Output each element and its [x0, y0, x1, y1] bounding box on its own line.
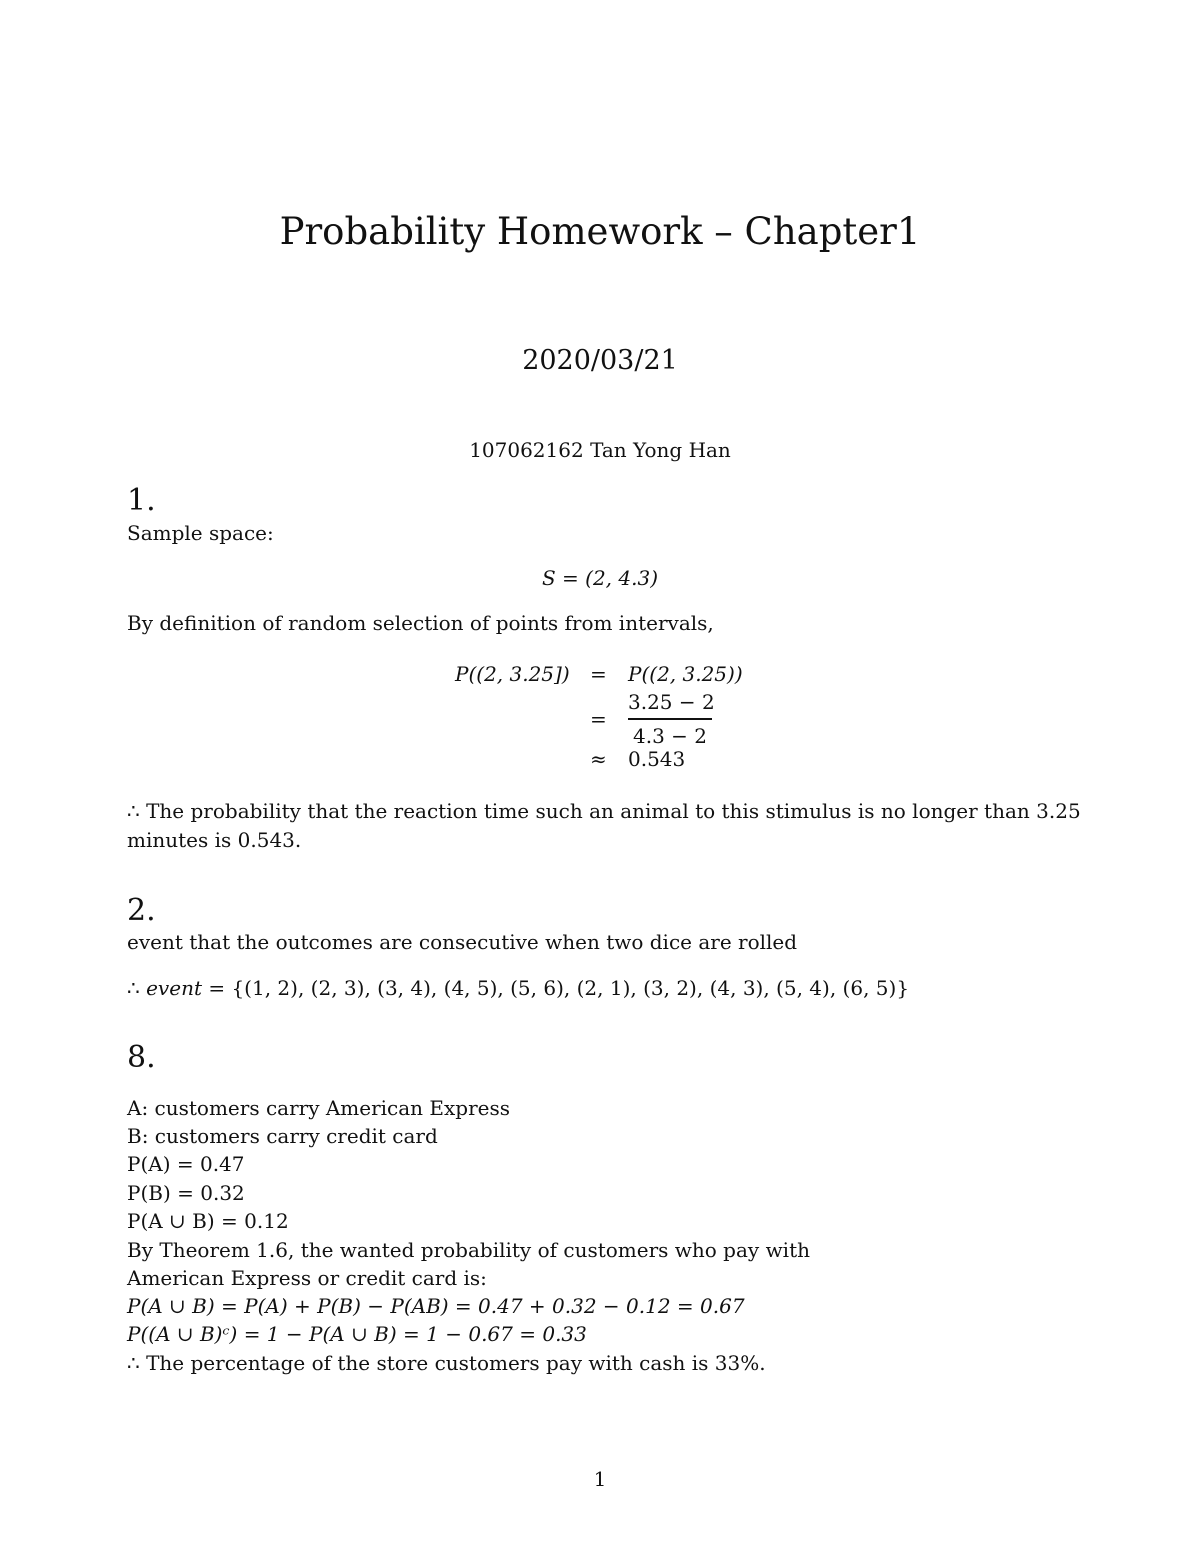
q2-event-label: event [146, 976, 202, 1000]
document-author: 107062162 Tan Yong Han [469, 438, 731, 462]
q8-line: P(B) = 0.32 [127, 1181, 245, 1205]
q2-text: event that the outcomes are consecutive when two dice are rolled [127, 930, 798, 954]
q1-conclusion-line1: ∴ The probability that the reaction time such an animal to this stimulus is no longer than 3.25 [127, 799, 1081, 823]
q8-line: P((A ∪ B)ᶜ) = 1 − P(A ∪ B) = 1 − 0.67 = 0.33 [127, 1322, 587, 1346]
q1-eq-rhs1: P((2, 3.25)) [628, 662, 743, 686]
document-date: 2020/03/21 [522, 345, 678, 376]
q8-line: American Express or credit card is: [127, 1266, 487, 1290]
q8-line: P(A ∪ B) = 0.12 [127, 1209, 289, 1233]
q8-line: P(A) = 0.47 [127, 1152, 245, 1176]
q8-line: By Theorem 1.6, the wanted probability of customers who pay with [127, 1238, 810, 1262]
q1-eq-rhs3: 0.543 [628, 747, 686, 771]
q8-line: ∴ The percentage of the store customers pay with cash is 33%. [127, 1351, 766, 1375]
q8-line: B: customers carry credit card [127, 1124, 438, 1148]
q2-event-set: = {(1, 2), (2, 3), (3, 4), (4, 5), (5, 6), (2, 1), (3, 2), (4, 3), (5, 4), (6, 5)} [208, 976, 910, 1000]
document-title: Probability Homework – Chapter1 [279, 210, 921, 253]
q2-heading: 2. [127, 893, 156, 928]
q1-eq-rel3: ≈ [590, 747, 607, 771]
q8-line: P(A ∪ B) = P(A) + P(B) − P(AB) = 0.47 + 0.32 − 0.12 = 0.67 [127, 1294, 745, 1318]
q1-fraction-denominator: 4.3 − 2 [632, 723, 707, 748]
q1-eq-rel1: = [590, 662, 607, 686]
q1-heading: 1. [127, 483, 156, 518]
q1-label: Sample space: [127, 521, 274, 545]
q1-conclusion-line2: minutes is 0.543. [127, 828, 302, 852]
q1-eq-rel2: = [590, 707, 607, 731]
q1-eq-lhs: P((2, 3.25]) [455, 662, 570, 686]
q8-line: A: customers carry American Express [127, 1096, 511, 1120]
q1-sample-space: S = (2, 4.3) [541, 566, 659, 590]
q2-event-line [127, 976, 909, 1000]
q8-heading: 8. [127, 1040, 156, 1075]
page-number: 1 [593, 1467, 607, 1491]
q1-fraction [628, 690, 715, 748]
q1-fraction-bar [628, 718, 712, 720]
q1-definition: By definition of random selection of points from intervals, [127, 611, 714, 635]
q2-therefore: ∴ [127, 976, 140, 1000]
q1-fraction-numerator: 3.25 − 2 [628, 690, 715, 714]
